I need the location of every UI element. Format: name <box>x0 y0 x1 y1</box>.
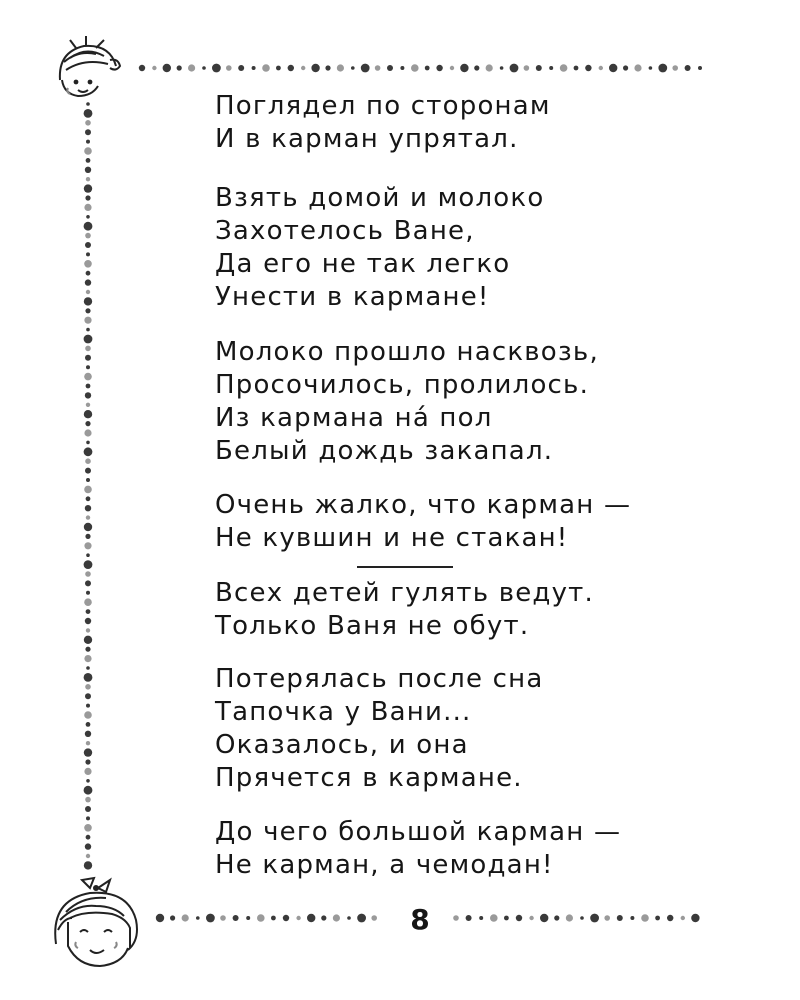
verse-line: Белый дождь закапал. <box>215 436 554 466</box>
border-dot <box>479 916 483 920</box>
border-dot <box>453 915 459 921</box>
border-dot <box>609 64 617 72</box>
border-dot <box>84 335 93 344</box>
border-dot <box>604 915 610 921</box>
border-dot <box>86 628 90 632</box>
border-dot <box>85 580 91 586</box>
border-dot <box>84 297 92 305</box>
border-dot <box>321 915 326 920</box>
border-dot <box>85 392 91 398</box>
border-dot <box>347 916 351 920</box>
border-dot <box>85 346 91 352</box>
border-dot <box>84 768 91 775</box>
border-dot <box>529 916 533 920</box>
border-dot <box>85 120 91 126</box>
border-dot <box>357 914 366 923</box>
verse-line: Захотелось Ване, <box>215 216 475 246</box>
border-dot <box>466 915 472 921</box>
border-dot <box>85 684 91 690</box>
border-dot <box>86 609 91 614</box>
border-dot <box>560 64 568 72</box>
border-dot <box>156 914 164 922</box>
stanza-1 <box>215 90 551 156</box>
border-dot <box>139 65 145 71</box>
border-dot <box>84 486 92 494</box>
border-dot <box>283 915 289 921</box>
verse-line: Очень жалко, что карман — <box>215 490 632 520</box>
border-dot <box>85 458 91 464</box>
border-dot <box>490 914 498 922</box>
verse-line: Всех детей гулять ведут. <box>215 578 594 608</box>
border-dot <box>474 65 479 70</box>
border-dot <box>84 260 92 268</box>
border-dot <box>86 835 91 840</box>
border-dot <box>86 441 90 445</box>
border-dot <box>188 64 195 71</box>
border-dot <box>634 64 641 71</box>
border-dot <box>84 184 92 192</box>
border-dot <box>86 365 90 369</box>
border-dot <box>86 140 90 144</box>
border-dot <box>85 843 91 849</box>
border-dot <box>301 66 305 70</box>
border-dot <box>85 797 91 803</box>
border-dot <box>86 854 90 858</box>
border-dot <box>252 66 256 70</box>
border-dot <box>504 916 509 921</box>
border-dot <box>86 290 90 294</box>
border-dot <box>86 515 90 519</box>
border-dot <box>84 673 93 682</box>
border-dot <box>85 355 91 361</box>
border-dot <box>337 64 344 71</box>
border-dot <box>510 64 519 73</box>
border-dot <box>86 741 90 745</box>
border-dot <box>641 914 649 922</box>
border-dot <box>524 65 530 71</box>
border-dot <box>86 722 91 727</box>
border-dot <box>311 64 319 72</box>
border-dot <box>84 410 92 418</box>
border-dot <box>574 66 579 71</box>
border-dot <box>623 65 628 70</box>
border-dot <box>84 748 92 756</box>
border-dot <box>685 65 691 71</box>
top-dotted-border <box>139 64 702 73</box>
verse-line: Тапочка у Вани... <box>215 697 472 727</box>
border-dot <box>86 553 90 557</box>
border-dot <box>206 914 215 923</box>
border-dot <box>196 916 200 920</box>
verse-line: Унести в кармане! <box>215 282 490 312</box>
border-dot <box>85 618 91 624</box>
border-dot <box>170 915 175 920</box>
verse-line: Просочилось, пролилось. <box>215 370 590 400</box>
page-number: 8 <box>410 903 430 936</box>
border-dot <box>85 468 91 474</box>
border-dot <box>226 65 232 71</box>
border-dot <box>86 816 90 820</box>
stanza-4 <box>215 489 631 555</box>
border-dot <box>84 560 93 569</box>
border-dot <box>84 786 93 795</box>
border-dot <box>202 66 206 70</box>
border-dot <box>655 916 660 921</box>
border-dot <box>84 711 92 719</box>
border-dot <box>233 915 239 921</box>
border-dot <box>238 65 244 71</box>
border-dot <box>86 102 90 106</box>
border-dot <box>84 109 93 118</box>
border-dot <box>333 914 340 921</box>
border-dot <box>152 66 156 70</box>
border-dot <box>163 64 171 72</box>
border-dot <box>691 914 699 922</box>
border-dot <box>681 916 685 920</box>
border-dot <box>425 66 430 71</box>
section-divider <box>357 566 453 568</box>
border-dot <box>276 66 281 71</box>
border-dot <box>536 65 542 71</box>
border-dot <box>84 542 91 549</box>
border-dot <box>540 914 548 922</box>
border-dot <box>84 655 91 662</box>
border-dot <box>307 914 315 922</box>
border-dot <box>85 279 91 285</box>
border-dot <box>84 824 92 832</box>
border-dot <box>86 779 90 783</box>
border-dot <box>85 571 91 577</box>
verse-line: Не кувшин и не стакан! <box>215 523 569 553</box>
border-dot <box>325 65 330 70</box>
border-dot <box>580 916 584 920</box>
verse-line: Да его не так легко <box>215 249 511 279</box>
border-dot <box>86 704 90 708</box>
border-dot <box>549 66 553 70</box>
verse-line: Потерялась после сна <box>215 664 544 694</box>
border-dot <box>212 64 221 73</box>
girl-face-top-icon <box>60 36 120 96</box>
border-dot <box>387 65 393 71</box>
border-dot <box>500 66 504 70</box>
left-dotted-border <box>84 102 93 869</box>
border-dot <box>658 64 667 73</box>
border-dot <box>566 914 573 921</box>
border-dot <box>84 222 93 231</box>
border-dot <box>86 252 90 256</box>
verse-line: И в карман упрятал. <box>215 124 519 154</box>
border-dot <box>450 66 454 70</box>
verse-line: Оказалось, и она <box>215 730 469 760</box>
border-dot <box>288 65 294 71</box>
border-dot <box>84 373 92 381</box>
verse-line: Не карман, а чемодан! <box>215 850 554 880</box>
border-dot <box>262 64 270 72</box>
border-dot <box>86 271 91 276</box>
stanza-2 <box>215 182 544 314</box>
border-dot <box>85 693 91 699</box>
border-dot <box>599 66 603 70</box>
border-dot <box>585 65 591 71</box>
border-dot <box>351 66 355 70</box>
verse-line: Только Ваня не обут. <box>215 611 530 641</box>
border-dot <box>361 64 370 73</box>
border-dot <box>84 523 92 531</box>
border-dot <box>85 308 90 313</box>
border-dot <box>296 916 300 920</box>
border-dot <box>84 147 92 155</box>
border-dot <box>84 861 92 869</box>
border-dot <box>85 647 90 652</box>
border-dot <box>649 66 653 70</box>
verse-line: Прячется в кармане. <box>215 763 523 793</box>
verse-line: Поглядел по сторонам <box>215 91 551 121</box>
border-dot <box>85 806 91 812</box>
border-dot <box>86 478 90 482</box>
border-dot <box>86 328 90 332</box>
border-dot <box>85 505 91 511</box>
verse-line: Из кармана нá пол <box>215 403 493 433</box>
border-dot <box>85 242 91 248</box>
border-dot <box>436 65 442 71</box>
border-dot <box>400 66 404 70</box>
border-dot <box>84 447 93 456</box>
border-dot <box>84 598 92 606</box>
stanza-6 <box>215 663 543 795</box>
border-dot <box>84 429 91 436</box>
border-dot <box>84 204 91 211</box>
verse-line: Взять домой и молоко <box>215 183 545 213</box>
border-dot <box>85 731 91 737</box>
verse-line: Молоко прошло насквозь, <box>215 337 599 367</box>
border-dot <box>86 384 91 389</box>
stanza-5 <box>215 577 594 643</box>
stanza-7 <box>215 816 621 882</box>
border-dot <box>257 914 265 922</box>
border-dot <box>85 195 90 200</box>
border-dot <box>84 636 92 644</box>
border-dot <box>220 915 226 921</box>
border-dot <box>371 915 377 921</box>
girl-face-bottom-icon <box>55 878 137 966</box>
border-dot <box>177 65 182 70</box>
border-dot <box>86 666 90 670</box>
border-dot <box>667 915 673 921</box>
border-dot <box>698 66 702 70</box>
border-dot <box>85 421 90 426</box>
border-dot <box>86 496 91 501</box>
border-dot <box>617 915 623 921</box>
border-dot <box>554 915 559 920</box>
stanza-3 <box>215 336 599 468</box>
border-dot <box>86 403 90 407</box>
border-dot <box>86 158 91 163</box>
border-dot <box>411 64 419 72</box>
border-dot <box>486 64 493 71</box>
border-dot <box>85 129 91 135</box>
border-dot <box>182 914 189 921</box>
border-dot <box>460 64 468 72</box>
border-dot <box>516 915 522 921</box>
border-dot <box>672 65 678 71</box>
border-dot <box>630 916 634 920</box>
border-dot <box>86 215 90 219</box>
border-dot <box>246 916 250 920</box>
border-dot <box>271 916 276 921</box>
border-dot <box>86 591 90 595</box>
border-dot <box>375 65 381 71</box>
verse-line: До чего большой карман — <box>215 817 622 847</box>
border-dot <box>84 317 91 324</box>
border-dot <box>86 177 90 181</box>
border-dot <box>590 914 599 923</box>
border-dot <box>85 759 90 764</box>
border-dot <box>85 534 90 539</box>
border-dot <box>85 167 91 173</box>
border-dot <box>85 233 91 239</box>
